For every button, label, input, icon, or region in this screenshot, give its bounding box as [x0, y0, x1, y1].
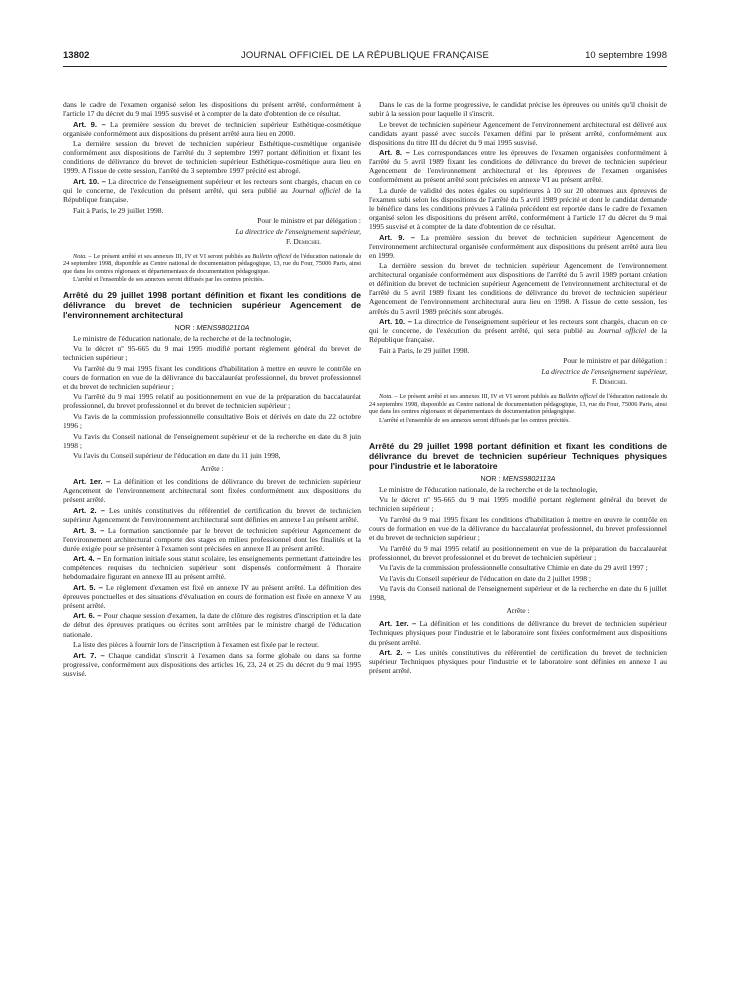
paragraph: Dans le cas de la forme progressive, le candidat précise les épreuves ou unités qu'il choisit de subir à la session pour laquelle il s'inscrit.: [369, 100, 667, 119]
arrete-heading: Arrête :: [506, 606, 530, 616]
signature-title: La directrice de l'enseignement supérieur,: [235, 226, 361, 236]
article-10: [369, 317, 667, 344]
article-label: Art. 2. –: [379, 648, 412, 658]
signature-line: Pour le ministre et par délégation :: [257, 216, 361, 226]
article-label: Art. 1er. –: [73, 477, 111, 487]
article-text: La directrice de l'enseignement supérieur et les recteurs sont chargés, chacun en ce qui le concerne, de l'exécution du présent arrêté, qui sera publié au: [63, 176, 361, 195]
article-2: [63, 506, 361, 524]
article-1: [369, 619, 667, 646]
nota-block: [63, 253, 361, 284]
nor-label: NOR :: [480, 474, 503, 484]
article-label: Art. 4. –: [73, 554, 102, 564]
article-5: [63, 583, 361, 610]
nota-part: Le présent arrêté et ses annexes III, IV et VI seront publiés au: [397, 392, 559, 400]
article-text: La première session du brevet de technicien supérieur Esthétique-cosmétique organisée conformément aux dispositions du présent arrêté aura lieu en 2000.: [63, 119, 361, 138]
article-label: Art. 8. –: [379, 148, 410, 158]
signature-line: Pour le ministre et par délégation :: [563, 356, 667, 366]
header-rule: [63, 66, 667, 67]
signature-name: F. Demichel: [286, 237, 321, 247]
decree-title: Arrêté du 29 juillet 1998 portant définition et fixant les conditions de délivrance du brevet de technicien supérieur Agencement de l'environnement architectural: [63, 290, 361, 321]
nota-text: [369, 393, 667, 416]
nota-text-2: L'arrêté et l'ensemble de ses annexes seront diffusés par les centres précités.: [73, 276, 264, 284]
visa: Vu l'avis du Conseil supérieur de l'éducation en date du 11 juin 1998,: [73, 451, 281, 461]
visa: Vu l'avis de la commission professionnelle consultative Bois et dérivés en date du 22 octobre 1996 ;: [63, 412, 361, 431]
fait-a-paris: Fait à Paris, le 29 juillet 1998.: [379, 345, 470, 355]
signature-title: La directrice de l'enseignement supérieur,: [541, 366, 667, 376]
fait-a-paris: Fait à Paris, le 29 juillet 1998.: [73, 205, 164, 215]
visa: Vu l'avis de la commission professionnelle consultative Chimie en date du 29 avril 1997 ;: [379, 563, 648, 573]
article-7: [63, 651, 361, 678]
article-10: [63, 177, 361, 204]
article-1: [63, 477, 361, 504]
article-4: [63, 554, 361, 581]
paragraph: La durée de validité des notes égales ou supérieures à 10 sur 20 obtenues aux épreuves de l'examen subi selon les dispositions de l'arrêté du 5 avril 1989 précité et dont le candidat demande le bénéfice dans les conditions prévues à l'alinéa précédent est reportée dans le cadre de l'examen organisé selon les dispositions du présent arrêté, conformément à l'article 17 du décret du 9 mai 1995 susvisé et à compter de la date d'obtention de ce résultat.: [369, 185, 667, 232]
paragraph: Le brevet de technicien supérieur Agencement de l'environnement architectural est délivré aux candidats ayant passé avec succès l'examen défini par le présent arrêté, conformément aux dispositions du titre III du décret du 9 mai 1995 susvisé.: [369, 119, 667, 147]
visa: Vu l'arrêté du 9 mai 1995 fixant les conditions d'habilitation à mettre en œuvre le contrôle en cours de formation en vue de la délivrance du baccalauréat professionnel, du brevet professionnel et du brevet de technicien supérieur ;: [63, 363, 361, 391]
paragraph: La liste des pièces à fournir lors de l'inscription à l'examen est fixée par le recteur.: [73, 640, 319, 650]
nor-code: MENS9802110A: [196, 323, 250, 333]
paragraph: dans le cadre de l'examen organisé selon les dispositions du présent arrêté, conformément à l'article 17 du décret du 9 mai 1995 susvisé et à compter de la date d'obtention de ce résultat.: [63, 100, 361, 119]
visa: Vu le décret nº 95-665 du 9 mai 1995 modifié portant règlement général du brevet de technicien supérieur ;: [63, 344, 361, 363]
journal-officiel-ref: Journal officiel: [597, 326, 647, 336]
article-text: Les unités constitutives du référentiel de certification du brevet de technicien supérieur Agencement de l'environnement architectural sont définies en annexe I au présent arrêté.: [63, 505, 361, 524]
article-9: [63, 120, 361, 138]
article-label: Art. 5. –: [73, 582, 103, 592]
right-column: [369, 100, 667, 677]
journal-title: JOURNAL OFFICIEL DE LA RÉPUBLIQUE FRANÇAISE: [240, 50, 490, 61]
article-text: Le règlement d'examen est fixé en annexe IV au présent arrêté. La définition des épreuves ponctuelles et des situations d'évaluation en cours de formation est fixée en annexe V au présent arrêté.: [63, 582, 361, 610]
article-label: Art. 7. –: [73, 650, 105, 660]
article-text: La formation sanctionnée par le brevet de technicien supérieur Agencement de l'environnement architectural comporte des stages en milieu professionnel dont les finalités et la durée exigée pour se présenter à l'examen sont précisées en annexe II au présent arrêté.: [63, 525, 361, 553]
article-text: Chaque candidat s'inscrit à l'examen dans sa forme globale ou dans sa forme progressive, conformément aux dispositions des articles 16, 23, 24 et 25 du décret du 9 mai 1995 susvisé.: [63, 650, 361, 678]
visa: Le ministre de l'éducation nationale, de la recherche et de la technologie,: [73, 333, 292, 343]
nota-text-2: L'arrêté et l'ensemble de ses annexes seront diffusés par les centres précités.: [379, 416, 570, 424]
article-text: La directrice de l'enseignement supérieur et les recteurs sont chargés, chacun en ce qui le concerne, de l'exécution du présent arrêté, qui sera publié au: [369, 317, 667, 336]
article-label: Art. 9. –: [73, 119, 106, 129]
article-label: Art. 6. –: [73, 611, 102, 621]
visa: Vu l'avis du Conseil national de l'enseignement supérieur et de la recherche en date du 8 juin 1998 ;: [63, 431, 361, 450]
visa: Vu l'arrêté du 9 mai 1995 relatif au positionnement en vue de la préparation du baccalauréat professionnel, du brevet professionnel et du brevet de technicien supérieur ;: [63, 392, 361, 411]
page-number: 13802: [63, 50, 90, 61]
arrete-heading: Arrête :: [200, 464, 224, 474]
paragraph: La dernière session du brevet de technicien supérieur Esthétique-cosmétique organisée conformément aux dispositions de l'arrêté du 3 septembre 1997 portant définition et fixant les conditions de délivrance du brevet de technicien supérieur Esthétique-cosmétique aura lieu en 1999. A l'issue de cette session, l'arrêté du 3 septembre 1997 précité est abrogé.: [63, 139, 361, 176]
nor-reference: [63, 323, 361, 332]
signature-name: F. Demichel: [592, 377, 627, 387]
decree-title: Arrêté du 29 juillet 1998 portant définition et fixant les conditions de délivrance du brevet de technicien supérieur Techniques physiques pour l'industrie et le laboratoire: [369, 441, 667, 472]
article-label: Art. 3. –: [73, 525, 105, 535]
article-label: Art. 2. –: [73, 505, 106, 515]
nota-text: [63, 253, 361, 276]
visa: Le ministre de l'éducation nationale, de la recherche et de la technologie,: [379, 484, 598, 494]
article-text: de la République française.: [369, 326, 667, 345]
visa: Vu l'arrêté du 9 mai 1995 relatif au positionnement en vue de la préparation du baccalauréat professionnel, du brevet professionnel et du brevet de technicien supérieur ;: [369, 543, 667, 562]
article-6: [63, 611, 361, 638]
article-2: [369, 648, 667, 675]
article-text: La définition et les conditions de délivrance du brevet de technicien supérieur Techniques physiques pour l'industrie et le laboratoire sont fixées conformément aux dispositions du présent arrêté.: [369, 619, 667, 647]
article-label: Art. 1er. –: [379, 619, 417, 629]
nor-reference: [369, 474, 667, 483]
bulletin-officiel-ref: Bulletin officiel: [252, 252, 292, 260]
visa: Vu l'avis du Conseil supérieur de l'éducation en date du 2 juillet 1998 ;: [379, 573, 591, 583]
article-text: Les correspondances entre les épreuves de l'examen organisées conformément à l'arrêté du 5 avril 1989 fixant les conditions de délivrance du brevet de technicien supérieur Agencement de l'environnement architectural et les épreuves de l'examen organisées conformément au présent arrêté sont précisées en annexe VI au présent arrêté.: [369, 148, 667, 185]
nota-part: Le présent arrêté et ses annexes III, IV et VI seront publiés au: [91, 252, 253, 260]
article-label: Art. 10. –: [73, 176, 106, 186]
nota-label: Nota. –: [73, 252, 92, 260]
article-text: Pour chaque session d'examen, la date de clôture des registres d'inscription et la date de début des épreuves pratiques ou écrites sont arrêtées par le ministre chargé de l'éducation nationale.: [63, 611, 361, 639]
article-label: Art. 9. –: [379, 232, 415, 242]
nor-code: MENS9802113A: [502, 474, 556, 484]
visa: Vu le décret nº 95-665 du 9 mai 1995 modifié portant règlement général du brevet de technicien supérieur ;: [369, 495, 667, 514]
issue-date: 10 septembre 1998: [585, 50, 667, 61]
left-column: [63, 100, 361, 679]
journal-officiel-ref: Journal officiel: [291, 185, 341, 195]
article-text: de la République française.: [63, 185, 361, 204]
article-text: Les unités constitutives du référentiel de certification du brevet de technicien supérieur Techniques physiques pour l'industrie et le laboratoire sont définies en annexe I au présent arrêté.: [369, 648, 667, 676]
article-3: [63, 526, 361, 553]
nota-part: de l'éducation nationale du 24 septembre 1998, disponible au Centre national de documentation pédagogique, 13, rue du Four, 75006 Paris, ainsi que dans les centres régionaux et départementaux de documentation pédagogique.: [63, 252, 361, 275]
nota-label: Nota. –: [379, 392, 398, 400]
article-8: [369, 148, 667, 184]
article-label: Art. 10. –: [379, 317, 412, 327]
nota-part: de l'éducation nationale du 24 septembre 1998, disponible au Centre national de documentation pédagogique, 13, rue du Four, 75006 Paris, ainsi que dans les centres régionaux et départementaux de documentation pédagogique.: [369, 392, 667, 416]
bulletin-officiel-ref: Bulletin officiel: [558, 392, 598, 400]
article-9: [369, 233, 667, 260]
article-text: La première session du brevet de technicien supérieur Agencement de l'environnement architectural organisée conformément aux dispositions du présent arrêté aura lieu en 1999.: [369, 232, 667, 260]
nota-block: [369, 393, 667, 424]
visa: Vu l'avis du Conseil national de l'enseignement supérieur et de la recherche en date du 6 juillet 1998,: [369, 584, 667, 603]
page-header: [63, 50, 667, 64]
article-text: En formation initiale sous statut scolaire, les enseignements permettant d'atteindre les compétences requises du technicien supérieur sont dispensés conformément à l'horaire hebdomadaire figurant en annexe III au présent arrêté.: [63, 554, 361, 582]
visa: Vu l'arrêté du 9 mai 1995 fixant les conditions d'habilitation à mettre en œuvre le contrôle en cours de formation en vue de la délivrance du baccalauréat professionnel, du brevet professionnel et du brevet de technicien supérieur ;: [369, 514, 667, 543]
article-text: La définition et les conditions de délivrance du brevet de technicien supérieur Agencement de l'environnement architectural sont fixées conformément aux dispositions du présent arrêté.: [63, 477, 361, 505]
nor-label: NOR :: [174, 323, 197, 333]
paragraph: La dernière session du brevet de technicien supérieur Agencement de l'environnement architectural organisée conformément aux dispositions de l'arrêté du 5 avril 1989 portant création et définition du brevet de technicien supérieur Agencement de l'environnement architectural et de l'arrêté du 5 avril 1989 fixant les conditions de délivrance du brevet de technicien supérieur Agencement de l'environnement architectural aura lieu en 1998. A l'issue de cette session, les arrêtés du 5 avril 1989 précités sont abrogés.: [369, 261, 667, 316]
